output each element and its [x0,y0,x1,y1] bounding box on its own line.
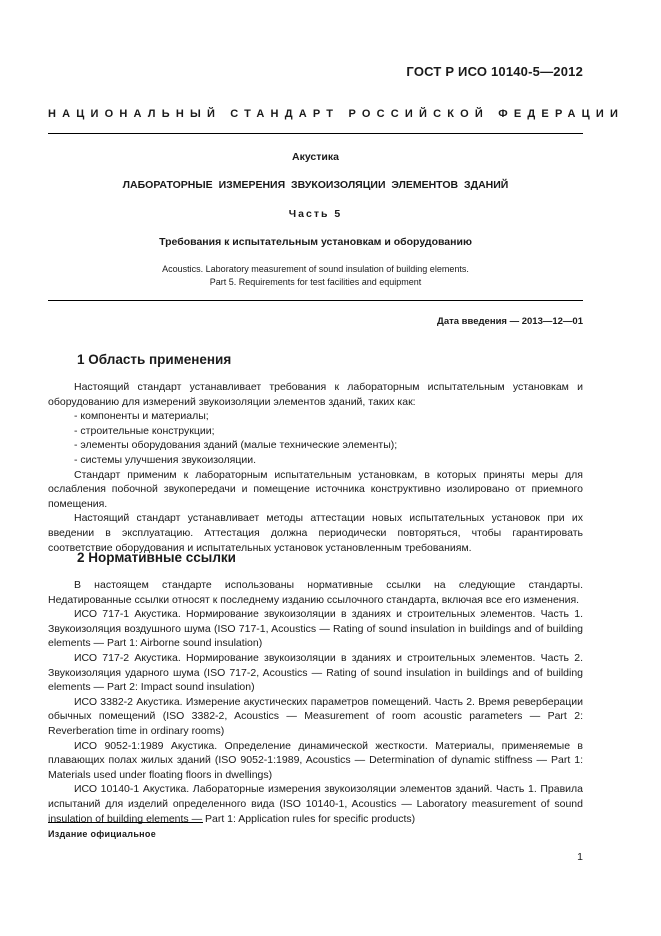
normative-reference: ИСО 9052-1:1989 Акустика. Определение динамической жесткости. Материалы, применяемые в плавающих полах жилых зданий (ISO 9052-1:1989, Acoustics — Determination of dynamic stiffness — Part 1: Materials used under floating floors in dwellings) [48,739,583,781]
list-item: - элементы оборудования зданий (малые технические элементы); [74,439,398,452]
list-item: - компоненты и материалы; [74,410,209,423]
section-1-body [48,380,583,555]
title-english-line2: Part 5. Requirements for test facilities and equipment [209,277,422,287]
normative-reference: ИСО 717-2 Акустика. Нормирование звукоизоляции в зданиях и строительных элементов. Часть 2. Звукоизоляция ударного шума (ISO 717-2, Acoustics — Rating of sound insulation in buildings and of building elements — Part 2: Impact sound insulation) [48,651,583,694]
section-1-paragraph-3: Настоящий стандарт устанавливает методы аттестации новых испытательных установок при их введении в эксплуатацию. Аттестация должна периодически повторяться, чтобы гарантировать соответствие оборудования и испытательных установок установленным требованиям. [48,512,583,554]
edition-label: Издание официальное [48,829,157,839]
section-1-heading: 1 Область применения [77,352,232,367]
section-2-heading: 2 Нормативные ссылки [77,550,236,565]
section-2-body [48,578,583,826]
document-code: ГОСТ Р ИСО 10140-5—2012 [406,64,583,79]
section-1-paragraph-2: Стандарт применим к лабораторным испытательным установкам, в которых приняты меры для ослабления побочной звукопередачи и помещение источника конструктивно изолировано от приемного помещения. [48,468,583,510]
title-divider [48,300,583,301]
section-2-intro: В настоящем стандарте использованы нормативные ссылки на следующие стандарты. Недатированные ссылки относят к последнему изданию ссылочного стандарта, включая все его изменения. [48,579,583,606]
footer-divider [48,822,203,823]
page-number: 1 [577,851,583,863]
title-english-line1: Acoustics. Laboratory measurement of sound insulation of building elements. [162,264,469,274]
title-subtitle: Требования к испытательным установкам и оборудованию [159,236,472,248]
header-divider [48,133,583,134]
title-main: ЛАБОРАТОРНЫЕ ИЗМЕРЕНИЯ ЗВУКОИЗОЛЯЦИИ ЭЛЕМЕНТОВ ЗДАНИЙ [122,179,509,191]
title-topic: Акустика [292,151,339,163]
national-standard-banner: НАЦИОНАЛЬНЫЙ СТАНДАРТ РОССИЙСКОЙ ФЕДЕРАЦИИ [48,108,625,120]
section-1-intro: Настоящий стандарт устанавливает требования к лабораторным испытательным установкам и оборудованию для измерений звукоизоляции элементов зданий, таких как: [48,381,583,408]
normative-reference: ИСО 3382-2 Акустика. Измерение акустических параметров помещений. Часть 2. Время реверберации обычных помещений (ISO 3382-2, Acoustics — Measurement of room acoustic parameters — Part 2: Reverberation time in ordinary rooms) [48,695,583,737]
effective-date: Дата введения — 2013—12—01 [437,316,583,327]
normative-reference: ИСО 10140-1 Акустика. Лабораторные измерения звукоизоляции элементов зданий. Часть 1. Правила испытаний для изделий определенного вида (ISO 10140-1, Acoustics — Laboratory measurement of sound insulation of building elements — Part 1: Application rules for specific products) [48,783,583,825]
list-item: - системы улучшения звукоизоляции. [74,453,256,466]
normative-reference: ИСО 717-1 Акустика. Нормирование звукоизоляции в зданиях и строительных элементов. Часть 1. Звукоизоляция воздушного шума (ISO 717-1, Acoustics — Rating of sound insulation in buildings and of building elements — Part 1: Airborne sound insulation) [48,608,583,650]
title-part: Часть 5 [288,208,343,220]
list-item: - строительные конструкции; [74,424,215,437]
